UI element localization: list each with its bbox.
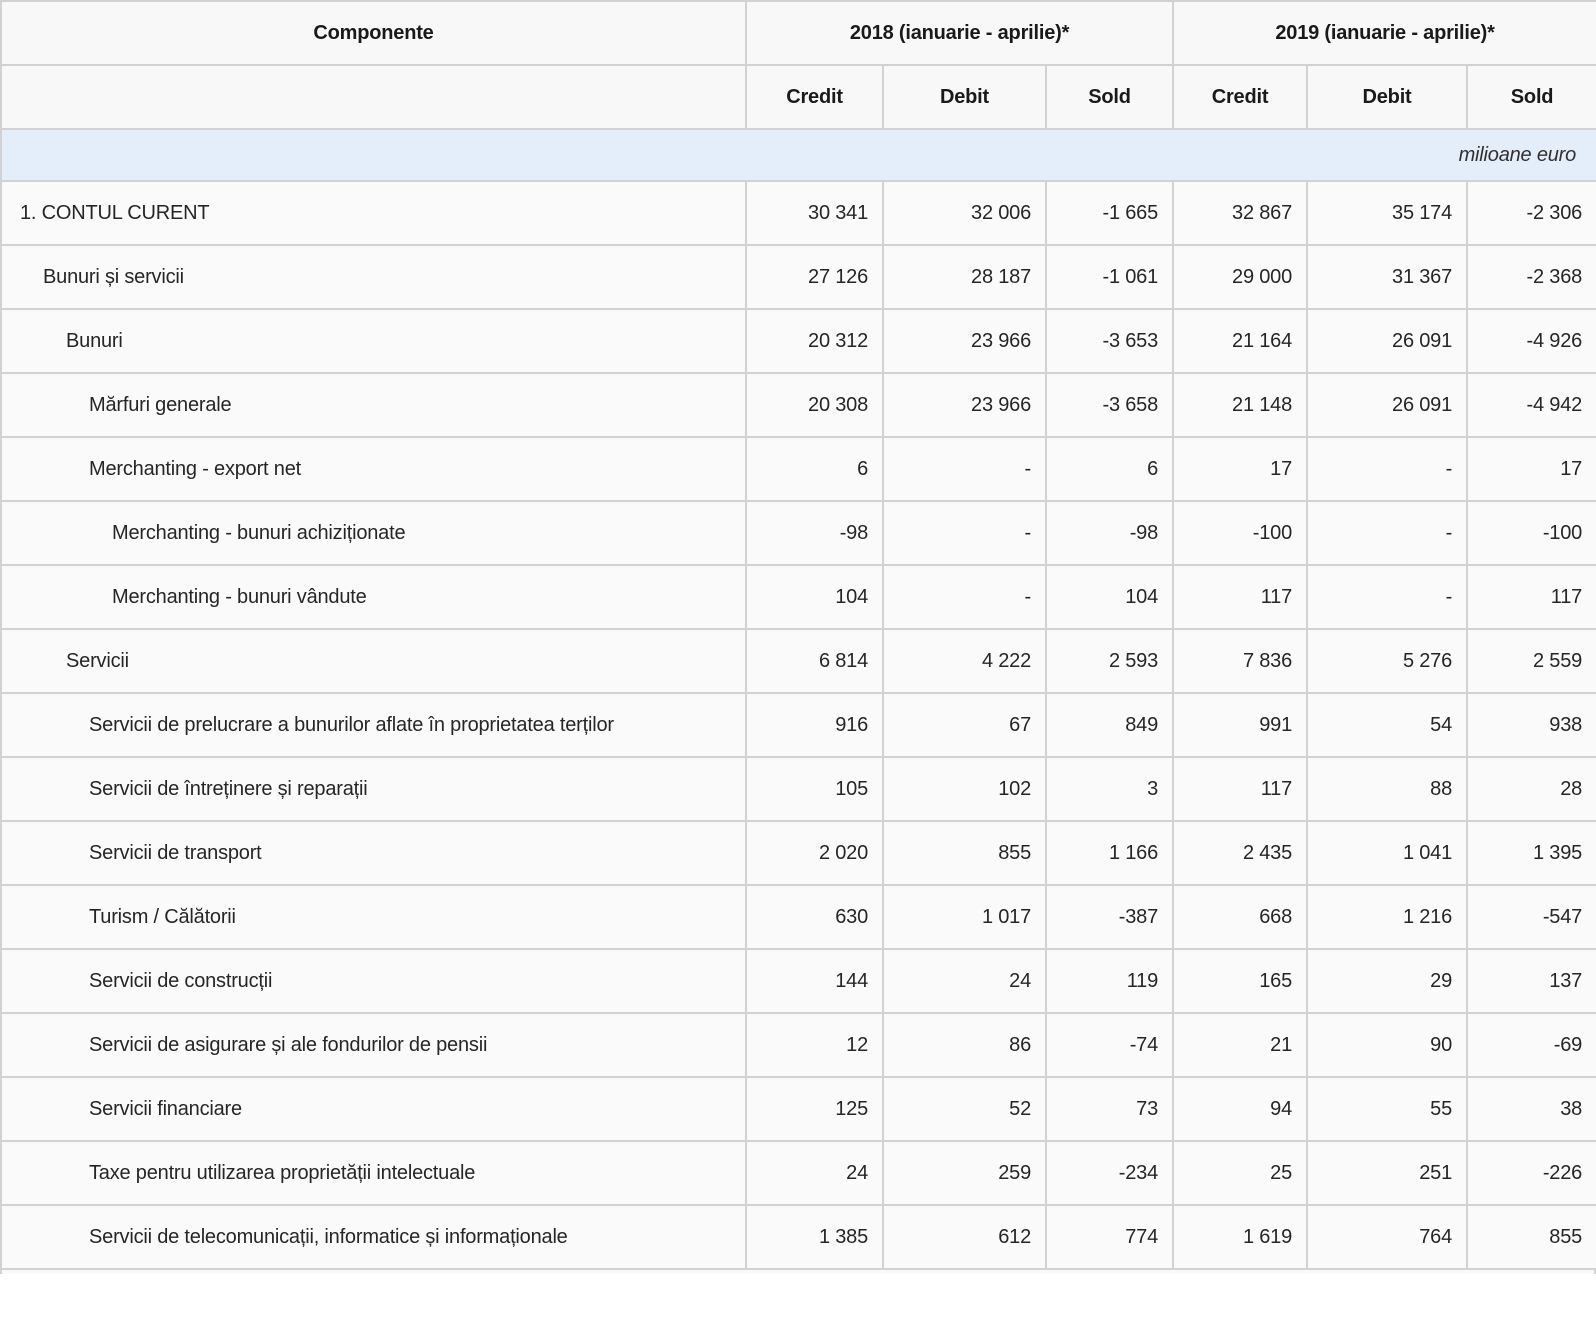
value-cell: 6	[746, 437, 883, 501]
value-cell: 1 216	[1307, 885, 1467, 949]
component-cell: Mărfuri generale	[1, 373, 746, 437]
table-row	[1, 501, 1596, 565]
unit-label: milioane euro	[1, 129, 1596, 181]
value-cell: 1 166	[1046, 821, 1173, 885]
value-cell: 30 341	[746, 181, 883, 245]
table-row	[1, 821, 1596, 885]
value-cell: -100	[1467, 501, 1596, 565]
value-cell: -234	[1046, 1141, 1173, 1205]
column-group-2019: 2019 (ianuarie - aprilie)*	[1173, 1, 1596, 65]
value-cell: -69	[1467, 1013, 1596, 1077]
value-cell: 17	[1173, 437, 1307, 501]
component-cell: Servicii de transport	[1, 821, 746, 885]
value-cell: 119	[1046, 949, 1173, 1013]
value-cell: 29	[1307, 949, 1467, 1013]
component-cell: Bunuri	[1, 309, 746, 373]
value-cell: 2 020	[746, 821, 883, 885]
value-cell: 2 593	[1046, 629, 1173, 693]
value-cell: 117	[1467, 565, 1596, 629]
value-cell: -100	[1173, 501, 1307, 565]
component-cell: Servicii	[1, 629, 746, 693]
value-cell: 21 164	[1173, 309, 1307, 373]
value-cell: 916	[746, 693, 883, 757]
component-cell: Servicii de prelucrare a bunurilor aflate în proprietatea terților	[1, 693, 746, 757]
value-cell: -98	[1046, 501, 1173, 565]
value-cell: 117	[1173, 565, 1307, 629]
value-cell: 855	[883, 821, 1046, 885]
value-cell: 52	[883, 1077, 1046, 1141]
value-cell: 25	[1173, 1141, 1307, 1205]
value-cell: 32 867	[1173, 181, 1307, 245]
value-cell: -98	[746, 501, 883, 565]
value-cell: -	[1307, 565, 1467, 629]
unit-band-row	[1, 129, 1596, 181]
value-cell: 17	[1467, 437, 1596, 501]
value-cell: 1 619	[1173, 1205, 1307, 1269]
value-cell: 102	[883, 757, 1046, 821]
value-cell: 144	[746, 949, 883, 1013]
value-cell: 5 276	[1307, 629, 1467, 693]
value-cell: -	[883, 437, 1046, 501]
value-cell: -4 942	[1467, 373, 1596, 437]
value-cell: -4 926	[1467, 309, 1596, 373]
value-cell: -	[1307, 437, 1467, 501]
value-cell: -547	[1467, 885, 1596, 949]
value-cell: 6 814	[746, 629, 883, 693]
component-cell: Servicii de întreținere și reparații	[1, 757, 746, 821]
value-cell: -3 658	[1046, 373, 1173, 437]
component-cell: Taxe pentru utilizarea proprietății intelectuale	[1, 1141, 746, 1205]
value-cell: 774	[1046, 1205, 1173, 1269]
value-cell: 55	[1307, 1077, 1467, 1141]
component-cell: Merchanting - bunuri achiziționate	[1, 501, 746, 565]
component-header-spacer	[1, 65, 746, 129]
column-header-credit-2018: Credit	[746, 65, 883, 129]
value-cell: 26 091	[1307, 373, 1467, 437]
table-row	[1, 693, 1596, 757]
table-header	[1, 1, 1596, 181]
value-cell: 28 187	[883, 245, 1046, 309]
value-cell: 24	[883, 949, 1046, 1013]
table-row	[1, 757, 1596, 821]
table-row	[1, 629, 1596, 693]
value-cell: -2 368	[1467, 245, 1596, 309]
value-cell: 21 148	[1173, 373, 1307, 437]
value-cell: 630	[746, 885, 883, 949]
value-cell: 764	[1307, 1205, 1467, 1269]
value-cell: 73	[1046, 1077, 1173, 1141]
value-cell: -	[1307, 501, 1467, 565]
value-cell: 20 308	[746, 373, 883, 437]
table-row	[1, 245, 1596, 309]
table-row	[1, 949, 1596, 1013]
value-cell: 38	[1467, 1077, 1596, 1141]
table-row	[1, 181, 1596, 245]
column-header-componente: Componente	[1, 1, 746, 65]
column-header-sold-2019: Sold	[1467, 65, 1596, 129]
table-body	[1, 181, 1596, 1269]
column-header-debit-2018: Debit	[883, 65, 1046, 129]
value-cell: 94	[1173, 1077, 1307, 1141]
table-row	[1, 1141, 1596, 1205]
value-cell: 26 091	[1307, 309, 1467, 373]
value-cell: 67	[883, 693, 1046, 757]
component-cell: Servicii de asigurare și ale fondurilor de pensii	[1, 1013, 746, 1077]
value-cell: 938	[1467, 693, 1596, 757]
value-cell: 125	[746, 1077, 883, 1141]
value-cell: 21	[1173, 1013, 1307, 1077]
component-cell: Servicii de telecomunicații, informatice și informaționale	[1, 1205, 746, 1269]
value-cell: 35 174	[1307, 181, 1467, 245]
value-cell: 54	[1307, 693, 1467, 757]
value-cell: 88	[1307, 757, 1467, 821]
value-cell: 1 385	[746, 1205, 883, 1269]
table-row	[1, 1205, 1596, 1269]
value-cell: 24	[746, 1141, 883, 1205]
value-cell: -1 061	[1046, 245, 1173, 309]
value-cell: 137	[1467, 949, 1596, 1013]
value-cell: 86	[883, 1013, 1046, 1077]
value-cell: 7 836	[1173, 629, 1307, 693]
component-cell: Turism / Călătorii	[1, 885, 746, 949]
value-cell: 3	[1046, 757, 1173, 821]
value-cell: 117	[1173, 757, 1307, 821]
component-cell: Bunuri și servicii	[1, 245, 746, 309]
table-row	[1, 565, 1596, 629]
value-cell: -	[883, 565, 1046, 629]
column-header-credit-2019: Credit	[1173, 65, 1307, 129]
value-cell: -	[883, 501, 1046, 565]
value-cell: -74	[1046, 1013, 1173, 1077]
value-cell: 668	[1173, 885, 1307, 949]
component-cell: Merchanting - bunuri vândute	[1, 565, 746, 629]
table-row	[1, 1077, 1596, 1141]
value-cell: -387	[1046, 885, 1173, 949]
component-cell: Merchanting - export net	[1, 437, 746, 501]
value-cell: 29 000	[1173, 245, 1307, 309]
column-header-debit-2019: Debit	[1307, 65, 1467, 129]
component-cell: Servicii de construcții	[1, 949, 746, 1013]
component-cell: Servicii financiare	[1, 1077, 746, 1141]
column-group-2018: 2018 (ianuarie - aprilie)*	[746, 1, 1173, 65]
value-cell: 23 966	[883, 309, 1046, 373]
table-row	[1, 885, 1596, 949]
value-cell: 251	[1307, 1141, 1467, 1205]
value-cell: 105	[746, 757, 883, 821]
value-cell: -3 653	[1046, 309, 1173, 373]
table-row	[1, 373, 1596, 437]
value-cell: 4 222	[883, 629, 1046, 693]
value-cell: 32 006	[883, 181, 1046, 245]
value-cell: 31 367	[1307, 245, 1467, 309]
value-cell: 991	[1173, 693, 1307, 757]
value-cell: 6	[1046, 437, 1173, 501]
value-cell: 1 395	[1467, 821, 1596, 885]
value-cell: 1 041	[1307, 821, 1467, 885]
value-cell: 12	[746, 1013, 883, 1077]
column-header-sold-2018: Sold	[1046, 65, 1173, 129]
value-cell: 20 312	[746, 309, 883, 373]
value-cell: 23 966	[883, 373, 1046, 437]
header-sub-row	[1, 65, 1596, 129]
value-cell: 27 126	[746, 245, 883, 309]
table-row	[1, 437, 1596, 501]
partial-next-row	[0, 1270, 1596, 1274]
table-row	[1, 309, 1596, 373]
value-cell: 90	[1307, 1013, 1467, 1077]
value-cell: -2 306	[1467, 181, 1596, 245]
value-cell: 849	[1046, 693, 1173, 757]
value-cell: 1 017	[883, 885, 1046, 949]
header-group-row	[1, 1, 1596, 65]
value-cell: 28	[1467, 757, 1596, 821]
table-row	[1, 1013, 1596, 1077]
component-cell: 1. CONTUL CURENT	[1, 181, 746, 245]
value-cell: -226	[1467, 1141, 1596, 1205]
value-cell: 2 435	[1173, 821, 1307, 885]
value-cell: 2 559	[1467, 629, 1596, 693]
value-cell: 165	[1173, 949, 1307, 1013]
value-cell: 104	[1046, 565, 1173, 629]
value-cell: -1 665	[1046, 181, 1173, 245]
value-cell: 855	[1467, 1205, 1596, 1269]
value-cell: 104	[746, 565, 883, 629]
value-cell: 259	[883, 1141, 1046, 1205]
value-cell: 612	[883, 1205, 1046, 1269]
